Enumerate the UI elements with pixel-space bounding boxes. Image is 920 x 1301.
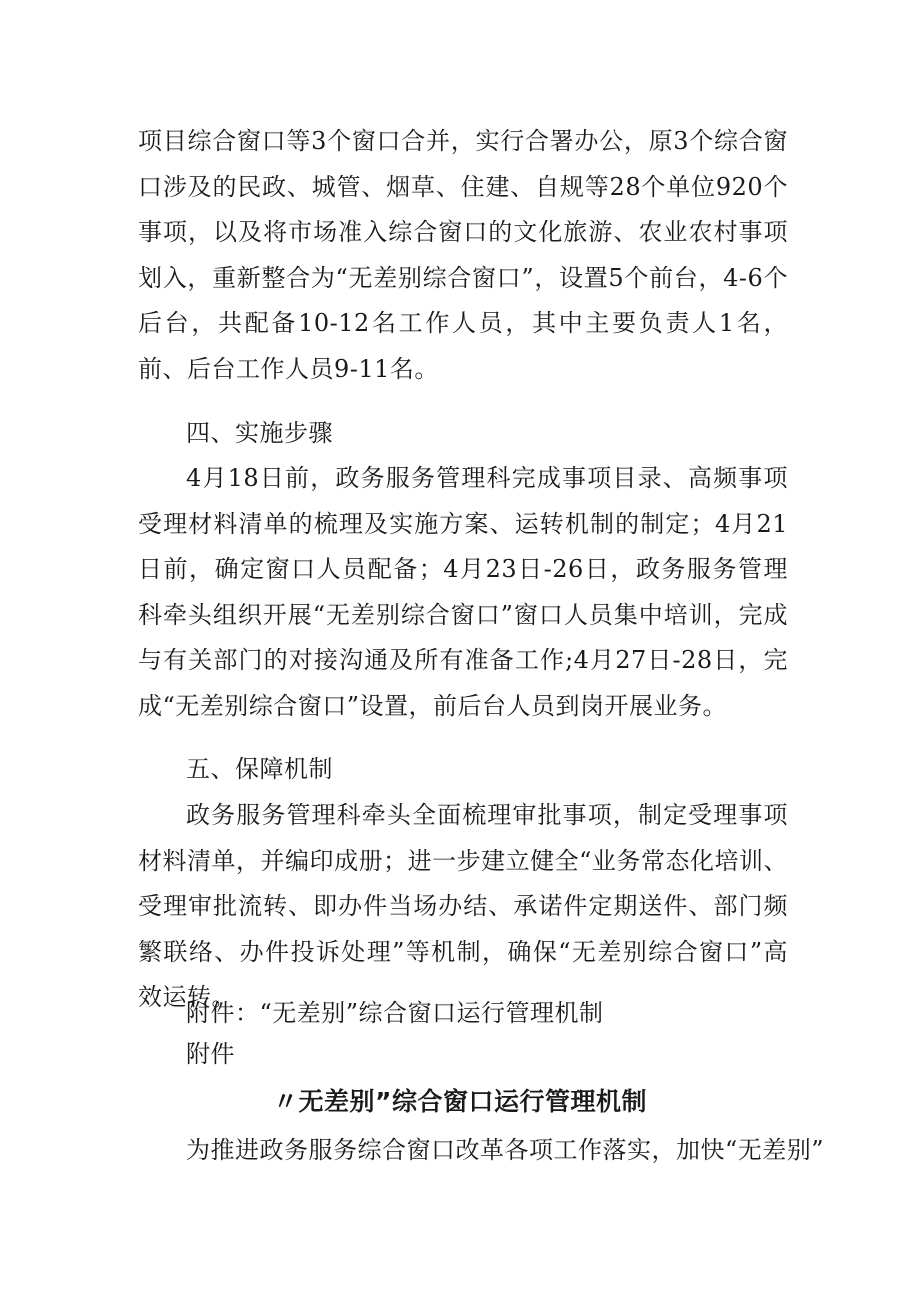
attachment-reference: 附件：“无差别”综合窗口运行管理机制 — [186, 999, 604, 1027]
paragraph-merge-windows: 项目综合窗口等3个窗口合并，实行合署办公，原3个综合窗口涉及的民政、城管、烟草、住建、自规等28个单位920个事项，以及将市场准入综合窗口的文化旅游、农业农村事项划入，重新整合为“无差别综合窗口”，设置5个前台，4-6个后台，共配备10-12名工作人员，其中主要负责人1名，前、后台工作人员9-11名。 — [138, 127, 788, 383]
paragraph-implementation-steps: 4月18日前，政务服务管理科完成事项目录、高频事项受理材料清单的梳理及实施方案、运转机制的制定；4月21日前，确定窗口人员配备；4月23日-26日，政务服务管理科牵头组织开展“无差别综合窗口”窗口人员集中培训，完成与有关部门的对接沟通及所有准备工作;4月27日-28日，完成“无差别综合窗口”设置，前后台人员到岗开展业务。 — [138, 464, 788, 720]
paragraph-guarantee-mechanism: 政务服务管理科牵头全面梳理审批事项，制定受理事项材料清单，并编印成册；进一步建立健全“业务常态化培训、受理审批流转、即办件当场办结、承诺件定期送件、部门频繁联络、办件投诉处理”等机制，确保“无差别综合窗口”高效运转。 — [138, 801, 788, 1011]
attachment-label: 附件 — [186, 1040, 235, 1068]
section-heading-guarantee-mechanism: 五、保障机制 — [186, 755, 333, 783]
section-heading-implementation-steps: 四、实施步骤 — [186, 419, 333, 447]
attachment-first-line: 为推进政务服务综合窗口改革各项工作落实，加快“无差别” — [186, 1136, 825, 1164]
attachment-title: 〃无差别”综合窗口运行管理机制 — [273, 1087, 647, 1116]
